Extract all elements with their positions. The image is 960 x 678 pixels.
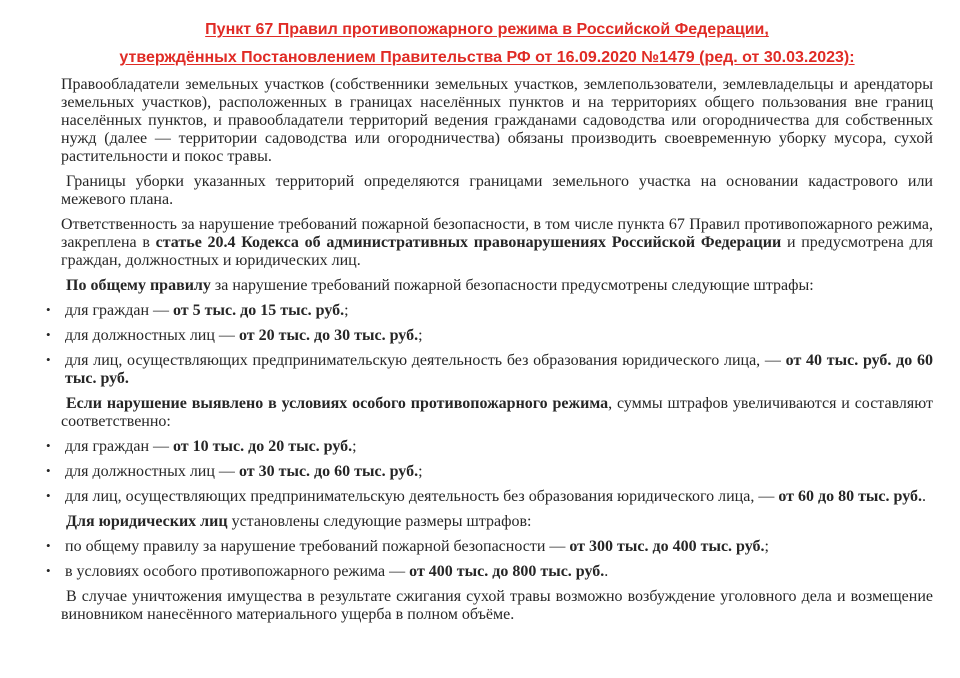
bullet-icon xyxy=(46,562,51,580)
list-item-officials xyxy=(65,327,933,345)
bullet-icon xyxy=(46,351,51,369)
list-item-citizens xyxy=(65,302,933,320)
paragraph-legal-entities-intro: Для юридических лиц установлены следующие размеры штрафов: xyxy=(66,513,532,530)
list-item-text: для граждан — от 5 тыс. до 15 тыс. руб.; xyxy=(65,302,349,319)
paragraph-general-rule-intro: По общему правилу за нарушение требований пожарной безопасности предусмотрены следующие штрафы: xyxy=(66,277,814,294)
paragraph-criminal-liability: В случае уничтожения имущества в результате сжигания сухой травы возможно возбуждение уголовного дела и возмещение виновником нанесённого материального ущерба в полном объёме. xyxy=(61,588,933,623)
fines-list-legal-entities xyxy=(61,538,933,581)
list-item-text: в условиях особого противопожарного режима — от 400 тыс. до 800 тыс. руб.. xyxy=(65,563,609,580)
fines-list-general xyxy=(61,302,933,388)
list-item-citizens xyxy=(65,438,933,456)
list-item-text: по общему правилу за нарушение требований пожарной безопасности — от 300 тыс. до 400 тыс. руб.; xyxy=(65,538,769,555)
list-item-entrepreneurs xyxy=(65,488,933,506)
paragraph-responsibility-article: Ответственность за нарушение требований пожарной безопасности, в том числе пункта 67 Правил противопожарного режима, закреплена в статье 20.4 Кодекса об административных правонарушениях Российской Федерации и предусмотрена для граждан, должностных и юридических лиц. xyxy=(61,216,934,269)
bullet-icon xyxy=(46,537,51,555)
list-item-text: для лиц, осуществляющих предпринимательскую деятельность без образования юридического лица, — от 40 тыс. руб. до 60 тыс. руб. xyxy=(65,352,933,387)
title-line-2: утверждённых Постановлением Правительства РФ от 16.09.2020 №1479 (ред. от 30.03.2023): xyxy=(119,49,855,66)
paragraph-landowners-duty: Правообладатели земельных участков (собственники земельных участков, землепользователи, землевладельцы и арендаторы земельных участков), расположенных в границах населённых пунктов и на территориях общего пользования вне границ населённых пунктов, и правообладатели территорий ведения гражданами садоводства или огородничества для собственных нужд (далее — территории садоводства или огородничества) обязаны производить своевременную уборку мусора, сухой растительности и покос травы. xyxy=(61,76,933,165)
paragraph-special-regime-intro: Если нарушение выявлено в условиях особого противопожарного режима, суммы штрафов увеличиваются и составляют соответственно: xyxy=(61,395,934,430)
bullet-icon xyxy=(46,487,51,505)
list-item-text: для должностных лиц — от 30 тыс. до 60 тыс. руб.; xyxy=(65,463,423,480)
list-item-special-regime xyxy=(65,563,933,581)
title-line-1: Пункт 67 Правил противопожарного режима в Российской Федерации, xyxy=(205,21,769,38)
list-item-text: для граждан — от 10 тыс. до 20 тыс. руб.; xyxy=(65,438,357,455)
list-item-officials xyxy=(65,463,933,481)
bullet-icon xyxy=(46,326,51,344)
bullet-icon xyxy=(46,301,51,319)
list-item-general-rule xyxy=(65,538,933,556)
list-item-text: для должностных лиц — от 20 тыс. до 30 тыс. руб.; xyxy=(65,327,423,344)
list-item-entrepreneurs xyxy=(65,352,933,388)
bullet-icon xyxy=(46,437,51,455)
document-title xyxy=(41,20,933,67)
bullet-icon xyxy=(46,462,51,480)
fines-list-special-regime xyxy=(61,438,933,506)
paragraph-cleaning-boundaries: Границы уборки указанных территорий определяются границами земельного участка на основании кадастрового или межевого плана. xyxy=(61,173,933,208)
list-item-text: для лиц, осуществляющих предпринимательскую деятельность без образования юридического лица, — от 60 до 80 тыс. руб.. xyxy=(65,488,926,505)
